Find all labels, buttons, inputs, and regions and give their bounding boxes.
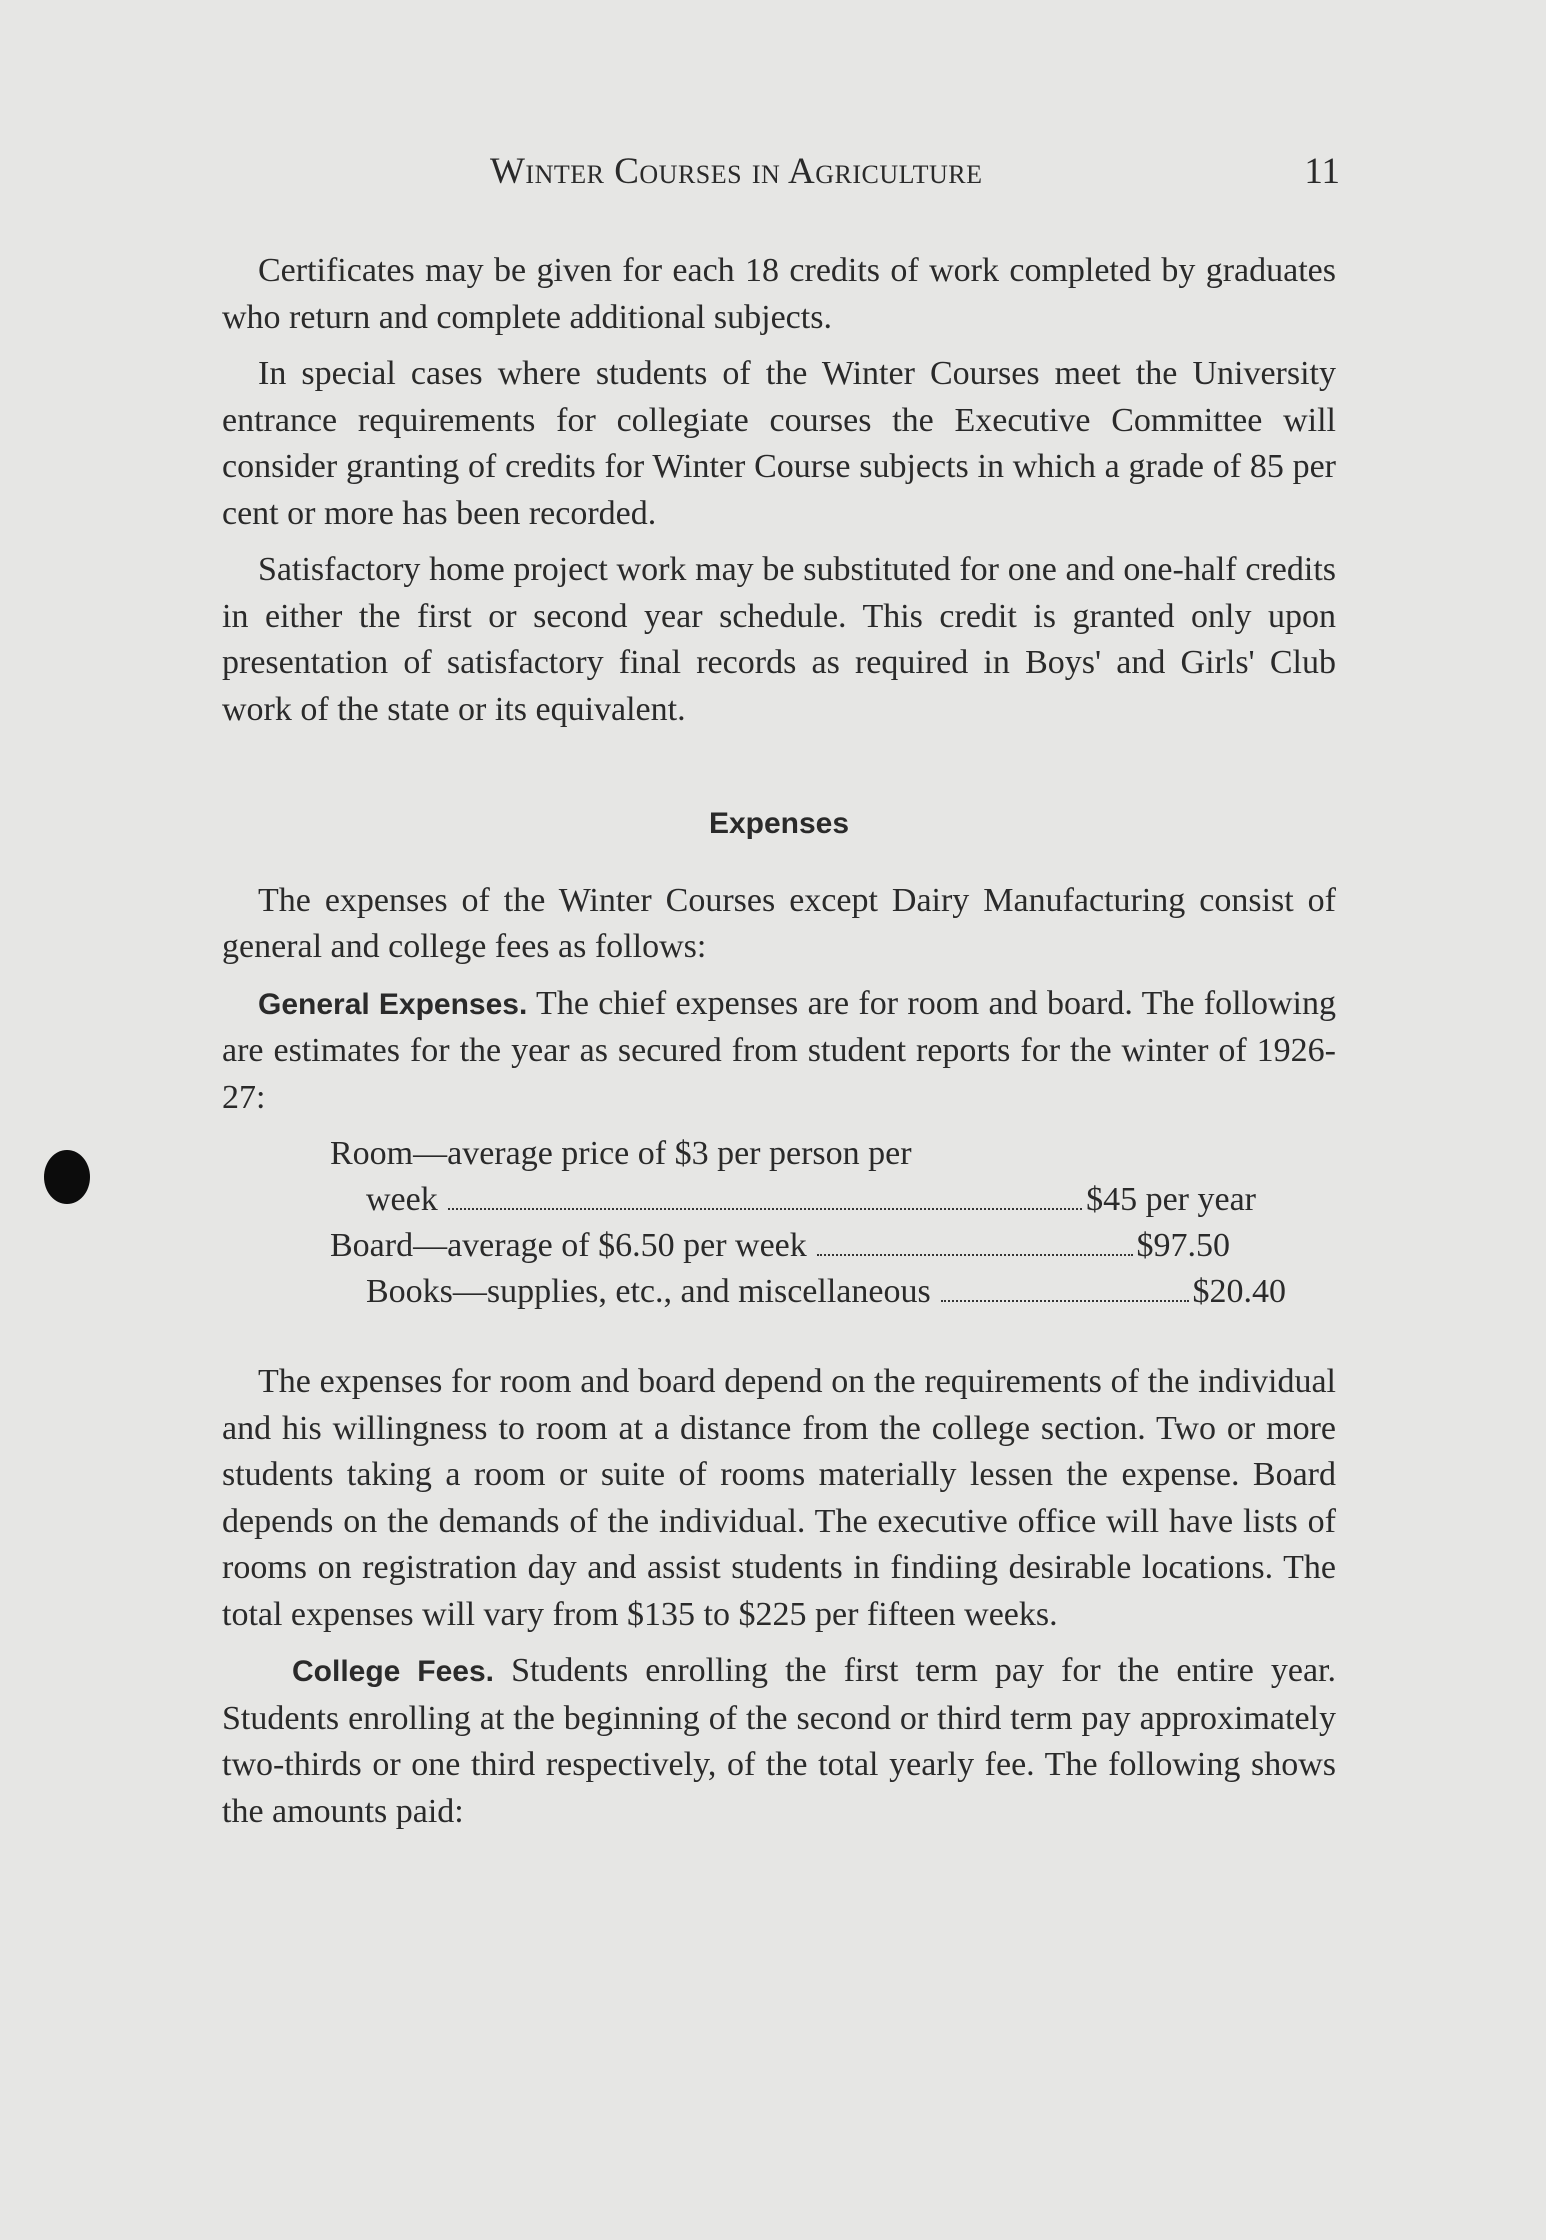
board-cost-label: Board—average of $6.50 per week [330, 1227, 807, 1264]
paragraph-room-board: The expenses for room and board depend on the requirements of the individual and his willingness to room at a distance from the college section. Two or more students taking a room or suite of rooms materially lessen the expense. Board depends on the demands of the individual. The executive office will have lists of rooms on registration day and assist students in findiing desirable locations. The total expenses will vary from $135 to $225 per fifteen weeks. [222, 1363, 1336, 1633]
binding-hole-mark [44, 1150, 90, 1204]
college-fees-text: Students enrolling the first term pay for the entire year. Students enrolling at the beginning of the second or third term pay approximately two-thirds or one third respectively, of the total yearly fee. The following shows the amounts paid: [222, 1652, 1336, 1830]
running-header [490, 150, 982, 193]
dot-leader [941, 1300, 1189, 1302]
paragraph-home-project: Satisfactory home project work may be substituted for one and one-half credits in either the first or second year schedule. This credit is granted only upon presentation of satisfactory final records as required in Boys' and Girls' Club work of the state or its equivalent. [222, 551, 1336, 728]
books-cost-line [330, 1269, 1286, 1315]
room-cost-label: Room—average price of $3 per person per [330, 1135, 912, 1172]
room-cost-value: $45 per year [1086, 1181, 1256, 1218]
room-cost-line-1 [330, 1131, 1250, 1177]
paragraph-expenses-intro: The expenses of the Winter Courses except Dairy Manufacturing consist of general and college fees as follows: [222, 881, 1336, 965]
room-cost-label-cont: week [366, 1181, 438, 1218]
general-expenses-text: The chief expenses are for room and board. The following are estimates for the year as secured from student reports for the winter of 1926-27: [222, 984, 1336, 1116]
body-text [222, 248, 1336, 1845]
board-cost-line [330, 1223, 1230, 1269]
paragraph-general-expenses [222, 981, 1336, 1122]
room-cost-line-2 [330, 1177, 1256, 1223]
dot-leader [448, 1208, 1082, 1210]
board-cost-value: $97.50 [1136, 1227, 1230, 1264]
paragraph-certificates: Certificates may be given for each 18 credits of work completed by graduates who return and complete additional subjects. [222, 252, 1336, 336]
paragraph-college-fees [222, 1648, 1336, 1835]
college-fees-label: College Fees. [292, 1655, 494, 1688]
paragraph-special-cases: In special cases where students of the Winter Courses meet the University entrance requirements for collegiate courses the Executive Committee will consider granting of credits for Winter Course subjects in which a grade of 85 per cent or more has been recorded. [222, 355, 1336, 532]
page-number: 11 [1304, 151, 1340, 192]
general-expenses-label: General Expenses. [258, 987, 528, 1021]
books-cost-value: $20.40 [1192, 1273, 1286, 1310]
header-title: Winter Courses in Agriculture [490, 151, 983, 192]
section-heading-expenses: Expenses [708, 807, 850, 840]
dot-leader [817, 1254, 1133, 1256]
books-cost-label: Books—supplies, etc., and miscellaneous [366, 1273, 931, 1310]
expense-estimates-list [330, 1131, 1286, 1315]
